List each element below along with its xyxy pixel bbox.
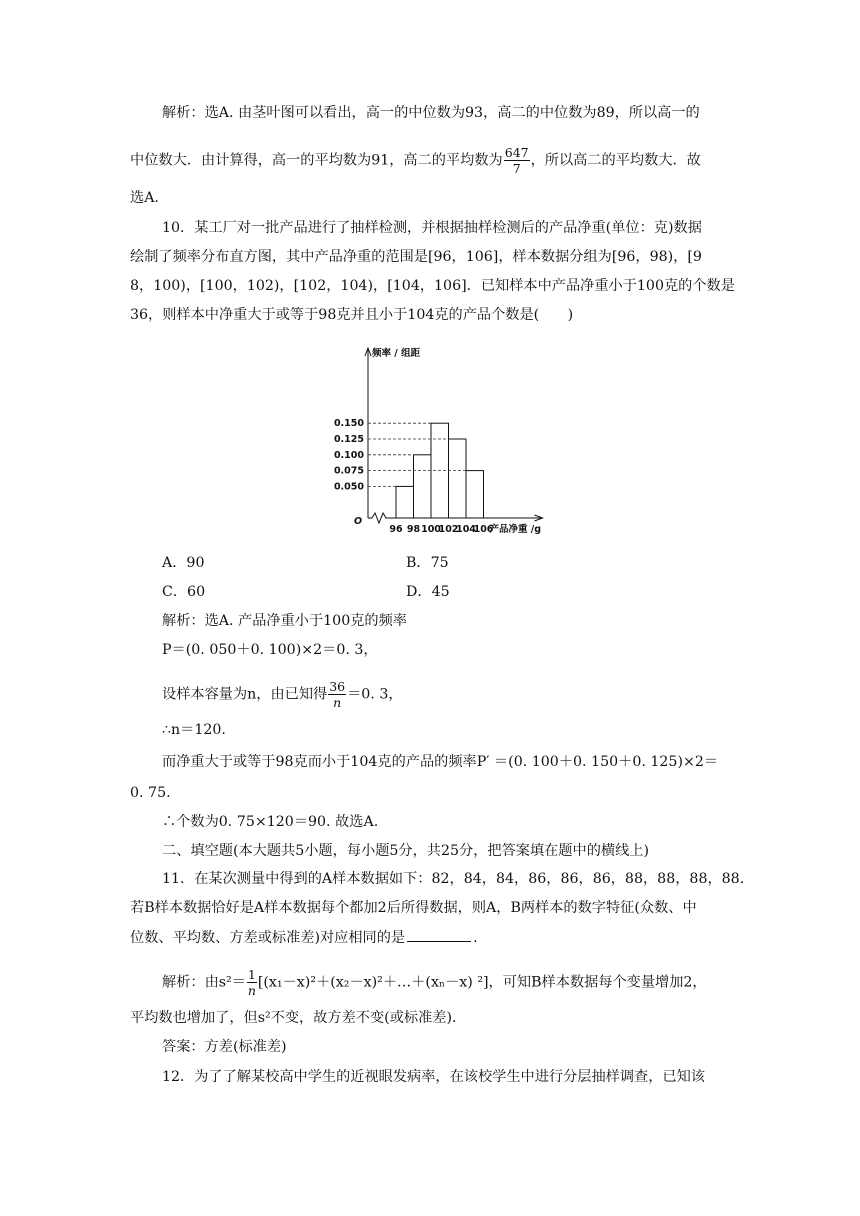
section-heading: 二、填空题(本大题共5小题，每小题5分，共25分，把答案填在题中的横线上) xyxy=(162,843,649,859)
fraction-denominator: n xyxy=(247,983,256,998)
sol9-line2 xyxy=(130,145,701,176)
answer-blank xyxy=(407,927,471,942)
fraction-denominator: 7 xyxy=(512,161,521,176)
sol10-line5: 而净重大于或等于98克而小于104克的产品的频率P′ ＝(0. 100＋0. 150＋0. 125)×2＝ xyxy=(162,754,719,770)
q11-line3 xyxy=(130,927,478,948)
q10-line4: 36，则样本中净重大于或等于98克并且小于104克的产品个数是( ) xyxy=(130,307,574,323)
q10-line1: 10．某工厂对一批产品进行了抽样检测，并根据抽样检测后的产品净重(单位：克)数据 xyxy=(162,220,702,236)
q11-line3-text: 位数、平均数、方差或标准差)对应相同的是 xyxy=(130,930,406,946)
y-tick-label: 0.125 xyxy=(333,434,364,445)
sol11-line1-tail: [(x₁－x)²＋(x₂－x)²＋…＋(xₙ－x) ²]，可知B样本数据每个变量增加2， xyxy=(257,974,707,991)
option-c: C．60 xyxy=(162,584,206,600)
sol9-line2-tail: ，所以高二的平均数大．故 xyxy=(530,152,701,169)
sol10-line4: ∴n＝120. xyxy=(162,722,226,738)
histogram-bar xyxy=(466,471,484,518)
q10-line3: 8，100)，[100，102)，[102，104)，[104，106]．已知样本中产品净重小于100克的个数是 xyxy=(130,278,735,294)
sol10-line3 xyxy=(162,679,403,710)
sol11-line1 xyxy=(162,967,707,998)
sol10-line6: 0. 75. xyxy=(130,785,171,801)
q10-line2: 绘制了频率分布直方图，其中产品净重的范围是[96，106]，样本数据分组为[96，98)，[9 xyxy=(130,249,702,265)
sol11-answer: 答案：方差(标准差) xyxy=(162,1039,287,1055)
q11-line3-tail: . xyxy=(473,930,478,946)
fraction-36-over-n xyxy=(328,679,346,710)
sol10-line3-text: 设样本容量为n，由已知得 xyxy=(162,686,328,703)
origin-label: O xyxy=(354,516,363,527)
fraction-numerator: 1 xyxy=(247,967,256,982)
histogram-bar xyxy=(414,455,432,518)
fraction-1-over-n xyxy=(247,967,257,998)
q11-line2: 若B样本数据恰好是A样本数据每个都加2后所得数据，则A，B两样本的数字特征(众数、中 xyxy=(130,900,697,916)
frequency-histogram xyxy=(330,338,570,538)
fraction-647-over-7 xyxy=(504,145,530,176)
sol10-line3-tail: ＝0. 3， xyxy=(347,686,403,703)
x-tick-label: 106 xyxy=(473,524,494,535)
x-tick-label: 96 xyxy=(389,524,403,535)
sol11-line2: 平均数也增加了，但s²不变，故方差不变(或标准差)． xyxy=(130,1010,467,1026)
y-tick-label: 0.050 xyxy=(333,481,364,493)
sol9-line2-text: 中位数大．由计算得，高一的平均数为91，高二的平均数为 xyxy=(130,152,503,169)
sol11-line1-text: 解析：由s²＝ xyxy=(162,974,246,991)
sol10-line7: ∴个数为0. 75×120＝90. 故选A. xyxy=(162,814,379,830)
fraction-numerator: 647 xyxy=(504,145,529,160)
histogram-bar xyxy=(449,439,467,518)
histogram-bar xyxy=(396,486,414,518)
q12-line1: 12．为了了解某校高中学生的近视眼发病率，在该校学生中进行分层抽样调查，已知该 xyxy=(162,1069,705,1085)
y-axis-label: 频率 / 组距 xyxy=(372,348,421,359)
option-a: A．90 xyxy=(162,555,205,571)
x-axis-label: 产品净重 /g xyxy=(489,524,542,535)
x-tick-label: 100 xyxy=(421,524,441,535)
y-tick-label: 0.150 xyxy=(333,418,364,430)
x-tick-label: 102 xyxy=(438,524,459,535)
fraction-denominator: n xyxy=(333,695,342,710)
sol9-line1: 解析：选A. 由茎叶图可以看出，高一的中位数为93，高二的中位数为89，所以高一的 xyxy=(162,105,700,121)
sol9-line3: 选A. xyxy=(130,190,159,206)
q11-line1: 11．在某次测量中得到的A样本数据如下：82，84，84，86，86，86，88，88，88，88. xyxy=(162,871,745,887)
y-tick-label: 0.075 xyxy=(333,465,364,477)
option-d: D．45 xyxy=(406,584,450,600)
x-tick-label: 104 xyxy=(456,524,476,535)
option-b: B．75 xyxy=(406,555,449,571)
fraction-numerator: 36 xyxy=(329,679,346,694)
sol10-line2: P＝(0. 050＋0. 100)×2＝0. 3， xyxy=(162,642,378,658)
y-tick-label: 0.100 xyxy=(333,449,364,461)
sol10-line1: 解析：选A. 产品净重小于100克的频率 xyxy=(162,613,407,629)
x-tick-label: 98 xyxy=(406,524,421,535)
